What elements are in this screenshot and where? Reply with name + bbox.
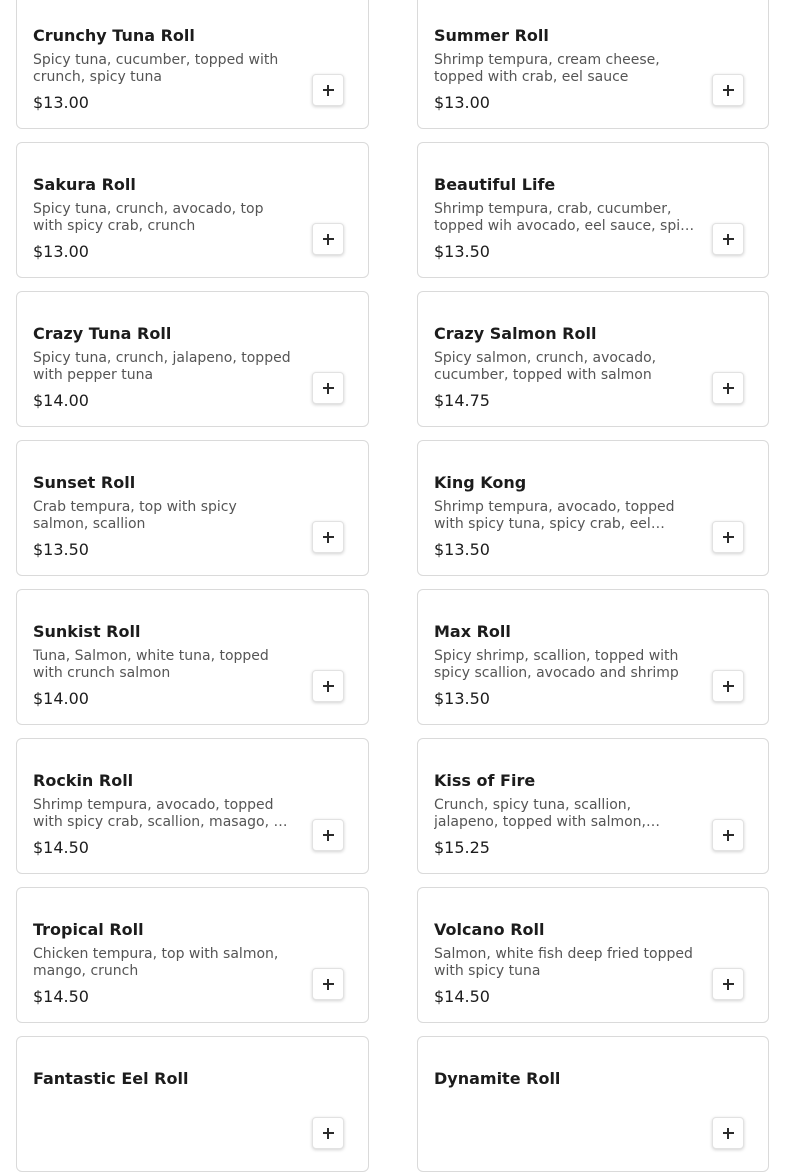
menu-item-name: King Kong	[434, 473, 527, 492]
add-to-cart-button[interactable]	[312, 223, 344, 255]
add-to-cart-button[interactable]	[312, 968, 344, 1000]
add-to-cart-button[interactable]	[712, 521, 744, 553]
add-to-cart-button[interactable]	[712, 1117, 744, 1149]
add-to-cart-button[interactable]	[312, 670, 344, 702]
menu-item-info	[434, 324, 696, 411]
menu-item-info	[434, 622, 696, 709]
menu-item-info	[33, 473, 295, 560]
menu-item-price: $14.00	[33, 689, 89, 708]
menu-item-info	[33, 26, 295, 113]
menu-item-price: $13.50	[434, 689, 490, 708]
plus-icon	[723, 383, 734, 394]
menu-item-name: Max Roll	[434, 622, 511, 641]
menu-item-price: $13.00	[33, 93, 89, 112]
menu-item-name: Tropical Roll	[33, 920, 144, 939]
add-to-cart-button[interactable]	[712, 74, 744, 106]
menu-item-info	[33, 324, 295, 411]
menu-item-card[interactable]	[16, 291, 369, 427]
menu-item-name: Volcano Roll	[434, 920, 545, 939]
add-to-cart-button[interactable]	[712, 223, 744, 255]
add-to-cart-button[interactable]	[312, 74, 344, 106]
plus-icon	[323, 383, 334, 394]
menu-item-price: $14.50	[33, 838, 89, 857]
menu-item-description: Shrimp tempura, avocado, topped with spicy crab, scallion, masago, …	[33, 797, 288, 830]
plus-icon	[323, 830, 334, 841]
menu-item-description: Spicy tuna, crunch, jalapeno, topped with pepper tuna	[33, 350, 291, 383]
plus-icon	[723, 234, 734, 245]
menu-item-name: Crunchy Tuna Roll	[33, 26, 195, 45]
menu-item-card[interactable]	[417, 1036, 769, 1172]
menu-item-info	[434, 771, 696, 858]
menu-item-description	[434, 1095, 696, 1129]
plus-icon	[723, 979, 734, 990]
menu-item-name: Sunset Roll	[33, 473, 136, 492]
menu-item-card[interactable]	[417, 887, 769, 1023]
plus-icon	[723, 681, 734, 692]
menu-item-price: $13.00	[434, 93, 490, 112]
menu-item-description: Spicy tuna, crunch, avocado, top with spicy crab, crunch	[33, 201, 264, 234]
menu-item-description: Salmon, white fish deep fried topped with spicy tuna	[434, 946, 693, 979]
menu-item-description: Chicken tempura, top with salmon, mango, crunch	[33, 946, 279, 979]
menu-item-price: $14.00	[33, 391, 89, 410]
menu-item-card[interactable]	[16, 142, 369, 278]
menu-item-card[interactable]	[417, 142, 769, 278]
add-to-cart-button[interactable]	[712, 819, 744, 851]
plus-icon	[323, 1128, 334, 1139]
menu-item-info	[33, 920, 295, 1007]
plus-icon	[323, 681, 334, 692]
menu-item-card[interactable]	[417, 291, 769, 427]
menu-item-name: Summer Roll	[434, 26, 549, 45]
menu-item-description: Shrimp tempura, cream cheese, topped with crab, eel sauce	[434, 52, 660, 85]
menu-item-description: Crab tempura, top with spicy salmon, scallion	[33, 499, 237, 532]
menu-item-info	[434, 26, 696, 113]
menu-item-description: Spicy shrimp, scallion, topped with spicy scallion, avocado and shrimp	[434, 648, 679, 681]
menu-grid	[16, 0, 769, 1172]
menu-item-price: $15.25	[434, 838, 490, 857]
menu-item-name: Crazy Tuna Roll	[33, 324, 172, 343]
menu-item-info	[33, 175, 295, 262]
menu-item-card[interactable]	[16, 1036, 369, 1172]
menu-item-info	[33, 622, 295, 709]
menu-item-info	[33, 771, 295, 858]
menu-item-name: Sakura Roll	[33, 175, 136, 194]
menu-item-card[interactable]	[417, 738, 769, 874]
menu-item-info	[434, 473, 696, 560]
add-to-cart-button[interactable]	[312, 372, 344, 404]
menu-item-name: Rockin Roll	[33, 771, 134, 790]
menu-item-name: Crazy Salmon Roll	[434, 324, 597, 343]
menu-item-description: Tuna, Salmon, white tuna, topped with crunch salmon	[33, 648, 269, 681]
menu-item-card[interactable]	[417, 440, 769, 576]
menu-item-name: Beautiful Life	[434, 175, 556, 194]
menu-item-price: $14.75	[434, 391, 490, 410]
menu-item-description: Shrimp tempura, avocado, topped with spicy tuna, spicy crab, eel	[434, 499, 675, 532]
menu-item-card[interactable]	[417, 589, 769, 725]
menu-item-description: Shrimp tempura, crab, cucumber, topped wih avocado, eel sauce, spi…	[434, 201, 695, 234]
menu-item-name: Kiss of Fire	[434, 771, 536, 790]
menu-item-price: $13.50	[434, 540, 490, 559]
menu-item-description: Spicy salmon, crunch, avocado, cucumber, topped with salmon	[434, 350, 657, 383]
menu-item-info	[434, 175, 696, 262]
add-to-cart-button[interactable]	[312, 819, 344, 851]
menu-item-card[interactable]	[16, 0, 369, 129]
plus-icon	[323, 234, 334, 245]
add-to-cart-button[interactable]	[712, 670, 744, 702]
menu-item-price: $13.50	[33, 540, 89, 559]
plus-icon	[723, 85, 734, 96]
menu-item-card[interactable]	[16, 589, 369, 725]
menu-item-card[interactable]	[417, 0, 769, 129]
menu-item-card[interactable]	[16, 738, 369, 874]
menu-item-name: Dynamite Roll	[434, 1069, 561, 1088]
menu-item-name: Fantastic Eel Roll	[33, 1069, 189, 1088]
menu-item-card[interactable]	[16, 887, 369, 1023]
add-to-cart-button[interactable]	[312, 521, 344, 553]
add-to-cart-button[interactable]	[312, 1117, 344, 1149]
menu-item-price: $13.00	[33, 242, 89, 261]
menu-item-info	[33, 1069, 295, 1136]
plus-icon	[323, 532, 334, 543]
plus-icon	[323, 979, 334, 990]
menu-item-description: Spicy tuna, cucumber, topped with crunch, spicy tuna	[33, 52, 279, 85]
plus-icon	[723, 830, 734, 841]
plus-icon	[323, 85, 334, 96]
menu-item-description: Crunch, spicy tuna, scallion, jalapeno, topped with salmon,…	[434, 797, 660, 830]
menu-item-price: $14.50	[33, 987, 89, 1006]
plus-icon	[723, 1128, 734, 1139]
add-to-cart-button[interactable]	[712, 968, 744, 1000]
menu-item-price: $14.50	[434, 987, 490, 1006]
plus-icon	[723, 532, 734, 543]
menu-item-info	[434, 1069, 696, 1136]
menu-item-price: $13.50	[434, 242, 490, 261]
add-to-cart-button[interactable]	[712, 372, 744, 404]
menu-item-name: Sunkist Roll	[33, 622, 141, 641]
menu-item-description	[33, 1095, 295, 1129]
menu-item-info	[434, 920, 696, 1007]
menu-item-card[interactable]	[16, 440, 369, 576]
